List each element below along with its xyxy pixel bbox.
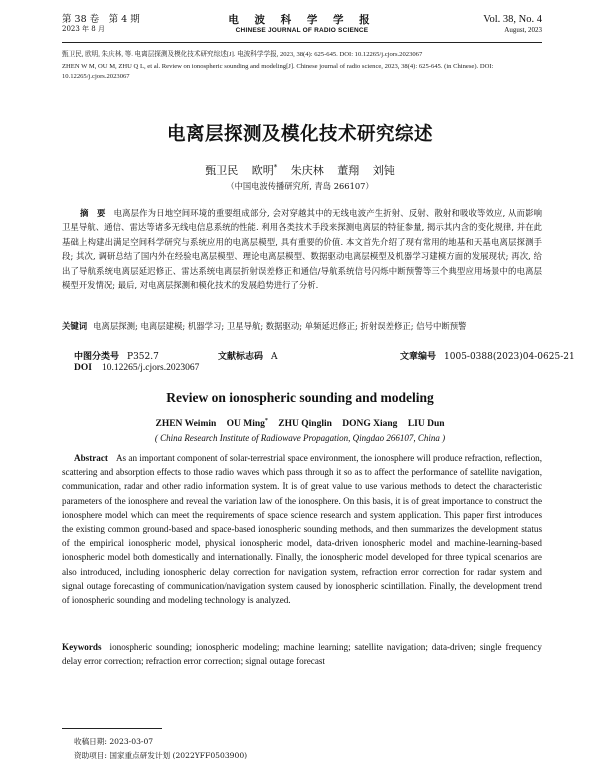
author-en-3: ZHU Qinglin bbox=[278, 419, 332, 430]
footnote-rule bbox=[62, 728, 162, 729]
authors-cn bbox=[0, 162, 600, 178]
keywords-cn-text: 电离层探测; 电离层建模; 机器学习; 卫星导航; 数据驱动; 单频延迟修正; 折射误差修正; 信号中断预警 bbox=[93, 321, 467, 331]
keywords-en bbox=[62, 640, 542, 668]
author-en-5: LIU Dun bbox=[407, 419, 445, 430]
authors-en bbox=[0, 418, 600, 429]
abstract-en-text: As an important component of solar-terrestrial space environment, the ionosphere will produce refraction, reflection, scattering and absorption effects to those radio waves which pass through it so as to affect the performance of satellite navigation, communication, radar and other radio information system. It is of great value to use various methods to detect the characteristic parameters of the ionosphere and reveal the variation law of the ionosphere. On this basis, it is of great importance to construct the ionosphere model which can meet the requirements of space science research and system application. This paper first introduces the existing common ground-based and space-based ionospheric sounding methods, and then summarizes the development status of the empirical ionospheric model, physical ionospheric model, data-driven ionospheric model and machine-learning-based ionospheric model both domestically and internationally. Finally, the ionospheric model developed for three typical scenarios are also introduced, including ionospheric delay correction for navigation system, refraction error correction for radar system and signal outage forecasting of communication/navigation system caused by ionospheric scintillation. Finally, the development trend of ionospheric sounding and modeling technology is analyzed. bbox=[62, 453, 542, 606]
abstract-cn-text: 电离层作为日地空间环境的重要组成部分, 会对穿越其中的无线电波产生折射、反射、散射和吸收等效应, 从而影响卫星导航、通信、雷达等诸多无线电信息系统的性能. 利用各类技术手段来探测电离层的特征参量, 揭示其内含的变化规律, 并在此基础上构建出满足空间科学研究与系统应用的电离层模型, 具有重要的价值. 本文首先介绍了现有常用的地基和天基电离层探测手段; 其次, 调研总结了国内外在经验电离层模型、理论电离层模型、数据驱动电离层模型及机器学习建模方面的发展现状; 再次, 给出了导航系统电离层延迟修正、雷达系统电离层折射误差修正和通信/导航系统信号闪烁中断预警等三个典型应用场景中的电离层模型开发情况; 最后, 对电离层探测和模化技术的发展趋势进行了分析. bbox=[62, 208, 542, 291]
clc-number: 中图分类号 P352.7 bbox=[74, 352, 159, 362]
author-cn-3: 朱庆林 bbox=[290, 164, 324, 177]
abstract-cn-label: 摘 要 bbox=[80, 208, 106, 218]
citation-en: ZHEN W M, OU M, ZHU Q L, et al. Review on ionospheric sounding and modeling[J]. Chinese journal of radio science, 2023, 38(4): 625-645. (in Chinese). DOI: 10.12265/j.cjors.2023067 bbox=[62, 63, 494, 80]
keywords-cn bbox=[62, 320, 542, 334]
journal-name: 电 波 科 学 学 报 CHINESE JOURNAL OF RADIO SCIENCE bbox=[228, 14, 376, 34]
volume-issue-en: Vol. 38, No. 4 August, 2023 bbox=[483, 14, 542, 34]
affiliation-en: ( China Research Institute of Radiowave Propagation, Qingdao 266107, China ) bbox=[154, 433, 446, 443]
citation-cn: 甄卫民, 欧明, 朱庆林, 等. 电离层探测及模化技术研究综述[J]. 电波科学学报, 2023, 38(4): 625-645. DOI: 10.12265/j.cjors.2023067 bbox=[62, 51, 423, 58]
author-cn-5: 刘钝 bbox=[372, 164, 395, 177]
doi: DOI 10.12265/j.cjors.2023067 bbox=[74, 363, 200, 373]
affiliation-cn: （中国电波传播研究所, 青岛 266107） bbox=[226, 181, 374, 191]
author-en-1: ZHEN Weimin bbox=[155, 419, 217, 430]
author-en-4: DONG Xiang bbox=[342, 419, 398, 430]
volume-issue-cn: 第 38 卷 第 4 期 2023 年 8 月 bbox=[62, 14, 140, 33]
keywords-cn-label: 关键词 bbox=[62, 321, 88, 331]
document-code: 文献标志码 A bbox=[218, 352, 278, 362]
abstract-cn bbox=[62, 206, 542, 292]
running-header bbox=[62, 12, 542, 43]
author-en-2: OU Ming* bbox=[226, 418, 268, 430]
article-number: 文章编号 1005-0388(2023)04-0625-21 bbox=[400, 352, 575, 362]
funding-note: 资助项目: 国家重点研发计划 (2022YFF0503900) bbox=[74, 751, 248, 760]
keywords-en-label: Keywords bbox=[62, 642, 102, 652]
title-en: Review on ionospheric sounding and modeling bbox=[166, 390, 434, 405]
received-date: 收稿日期: 2023-03-07 bbox=[74, 737, 154, 746]
title-cn: 电离层探测及模化技术研究综述 bbox=[166, 124, 433, 145]
keywords-en-text: ionospheric sounding; ionospheric modeling; machine learning; satellite navigation; data-driven; single frequency delay error correction; refraction error correction; signal outage forecast bbox=[62, 642, 542, 667]
abstract-en-label: Abstract bbox=[74, 453, 108, 463]
author-cn-4: 董翔 bbox=[337, 164, 360, 177]
abstract-en bbox=[62, 451, 542, 607]
author-cn-2: 欧明* bbox=[251, 163, 278, 177]
author-cn-1: 甄卫民 bbox=[205, 164, 239, 177]
